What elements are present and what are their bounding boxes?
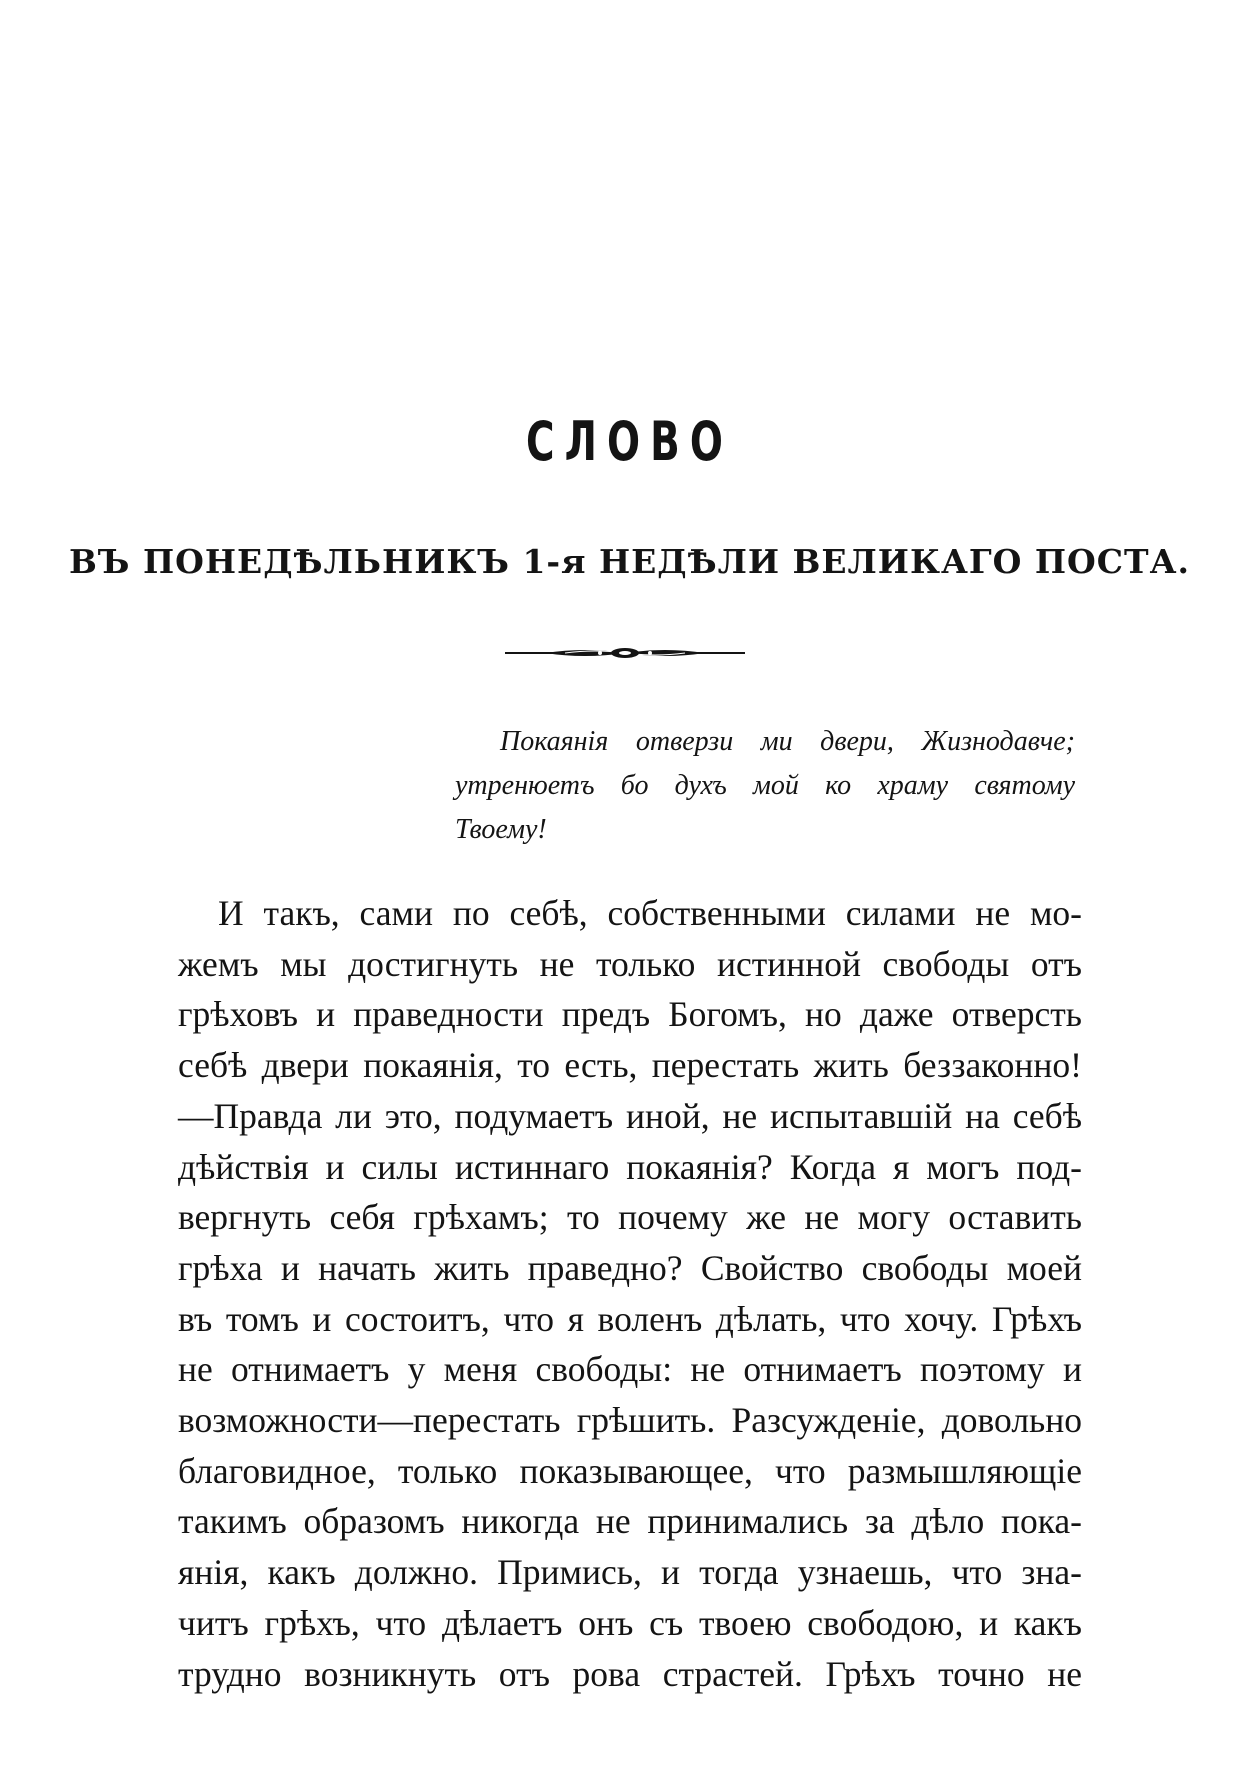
body-line: себѣ двери покаянія, то есть, перестать жить беззаконно! — [178, 1045, 1082, 1086]
body-line: вергнуть себя грѣхамъ; то почему же не могу оставить — [178, 1197, 1082, 1238]
body-line: не отнимаетъ у меня свободы: не отнимаетъ поэтому и — [178, 1349, 1082, 1390]
sermon-title: СЛОВО — [526, 410, 733, 473]
ornamental-rule-icon — [505, 643, 745, 663]
body-line: янія, какъ должно. Примись, и тогда узнаешь, что зна- — [178, 1552, 1082, 1593]
epigraph — [455, 720, 1075, 852]
body-line: грѣховъ и праведности предъ Богомъ, но даже отверсть — [178, 994, 1082, 1035]
body-line: въ томъ и состоитъ, что я воленъ дѣлать, что хочу. Грѣхъ — [178, 1298, 1082, 1339]
body-line: читъ грѣхъ, что дѣлаетъ онъ съ твоею свободою, и какъ — [178, 1602, 1082, 1643]
epigraph-line: Покаянія отверзи ми двери, Жизнодавче; — [500, 726, 1075, 757]
body-line: возможности—перестать грѣшить. Разсужденіе, довольно — [178, 1400, 1082, 1441]
body-line: И такъ, сами по себѣ, собственными силами не мо- — [218, 893, 1082, 933]
epigraph-line: утренюетъ бо духъ мой ко храму святому — [455, 770, 1075, 801]
sermon-subtitle: ВЪ ПОНЕДѢЛЬНИКЪ 1-я НЕДѢЛИ ВЕЛИКАГО ПОСТА. — [69, 542, 1190, 581]
body-line: благовидное, только показывающее, что размышляющіе — [178, 1450, 1082, 1491]
body-text — [178, 888, 1082, 1699]
body-line: —Правда ли это, подумаетъ иной, не испытавшій на себѣ — [178, 1095, 1082, 1136]
body-line: грѣха и начать жить праведно? Свойство свободы моей — [178, 1247, 1082, 1288]
body-line: жемъ мы достигнуть не только истинной свободы отъ — [178, 943, 1082, 984]
body-line: трудно возникнуть отъ рова страстей. Грѣхъ точно не — [178, 1653, 1082, 1694]
epigraph-line: Твоему! — [455, 814, 547, 845]
body-line: дѣйствія и силы истиннаго покаянія? Когда я могъ под- — [178, 1146, 1082, 1187]
body-line: такимъ образомъ никогда не принимались за дѣло пока- — [178, 1501, 1082, 1542]
